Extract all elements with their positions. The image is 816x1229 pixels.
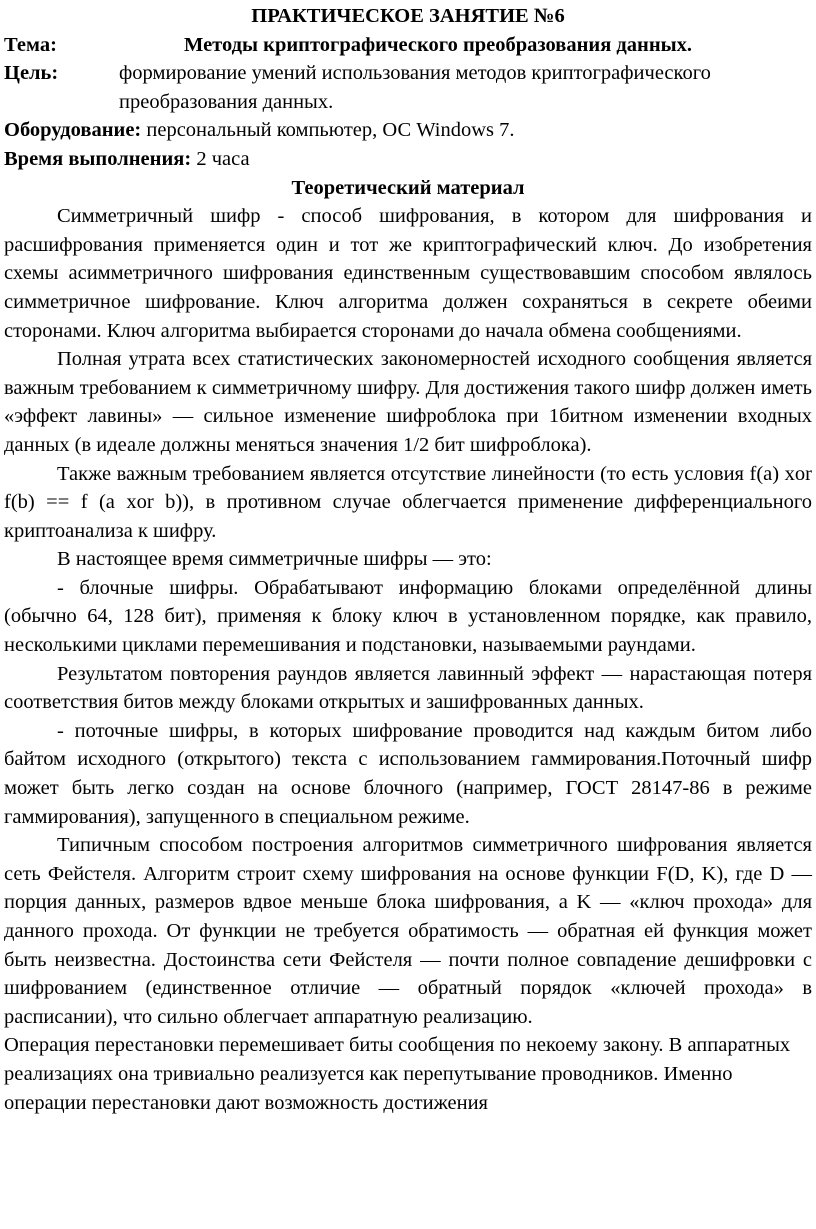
paragraph: Результатом повторения раундов является лавинный эффект — нарастающая потеря соответствия битов между блоками открытых и зашифрованных данных. (4, 662, 812, 714)
equipment-label: Оборудование: (4, 119, 142, 142)
equipment-row (4, 116, 812, 145)
topic-label: Тема: (4, 33, 57, 56)
paragraph: В настоящее время симметричные шифры — это: (57, 548, 492, 571)
goal-row (4, 59, 812, 116)
duration-label: Время выполнения: (4, 147, 192, 170)
paragraph: Типичным способом построения алгоритмов симметричного шифрования является сеть Фейстеля. Алгоритм строит схему шифрования на основе функции F(D, K), где D — порция данных, размеров вдвое меньше блока шифрования, а K — «ключ прохода» для данного прохода. От функции не требуется обратимость — обратная ей функция может быть неизвестна. Достоинства сети Фейстеля — почти полное совпадение дешифровки с шифрованием (единственное отличие — обратный порядок «ключей прохода» в расписании), что сильно облегчает аппаратную реализацию. (4, 834, 812, 1028)
equipment-value: персональный компьютер, ОС Windows 7. (141, 119, 515, 142)
duration-value: 2 часа (191, 147, 250, 170)
paragraph: - блочные шифры. Обрабатывают информацию блоками определённой длины (обычно 64, 128 бит), применяя к блоку ключ в установленном порядке, как правило, несколькими циклами перемешивания и подстановки, называемыми раундами. (4, 576, 812, 657)
document-title: ПРАКТИЧЕСКОЕ ЗАНЯТИЕ №6 (251, 5, 565, 27)
duration-row (4, 145, 812, 174)
paragraph: Также важным требованием является отсутствие линейности (то есть условия f(a) xor f(b) == f (a xor b)), в противном случае облегчается применение дифференциального криптоанализа к шифру. (4, 462, 812, 542)
section-title: Теоретический материал (291, 176, 525, 199)
goal-value: формирование умений использования методов криптографического преобразования данных. (119, 62, 711, 113)
goal-label: Цель: (4, 62, 59, 85)
paragraph: Полная утрата всех статистических закономерностей исходного сообщения является важным требованием к симметричному шифру. Для достижения такого шифр должен иметь «эффект лавины» — сильное изменение шифроблока при 1битном изменении входных данных (в идеале должны меняться значения 1/2 бит шифроблока). (4, 348, 812, 456)
paragraph: - поточные шифры, в которых шифрование проводится над каждым битом либо байтом исходного (открытого) текста с использованием гаммирования.Поточный шифр может быть легко создан на основе блочного (например, ГОСТ 28147-86 в режиме гаммирования), запущенного в специальном режиме. (4, 719, 812, 828)
paragraph: Симметричный шифр - способ шифрования, в котором для шифрования и расшифрования применяется один и тот же криптографический ключ. До изобретения схемы асимметричного шифрования единственным существовавшим способом являлось симметричное шифрование. Ключ алгоритма должен сохраняться в секрете обеими сторонами. Ключ алгоритма выбирается сторонами до начала обмена сообщениями. (4, 205, 812, 342)
topic-row (4, 31, 812, 60)
topic-value: Методы криптографического преобразования данных. (184, 33, 693, 56)
paragraph: Операция перестановки перемешивает биты сообщения по некоему закону. В аппаратных реализациях она тривиально реализуется как перепутывание проводников. Именно операции перестановки дают возможность достижения (4, 1034, 791, 1114)
